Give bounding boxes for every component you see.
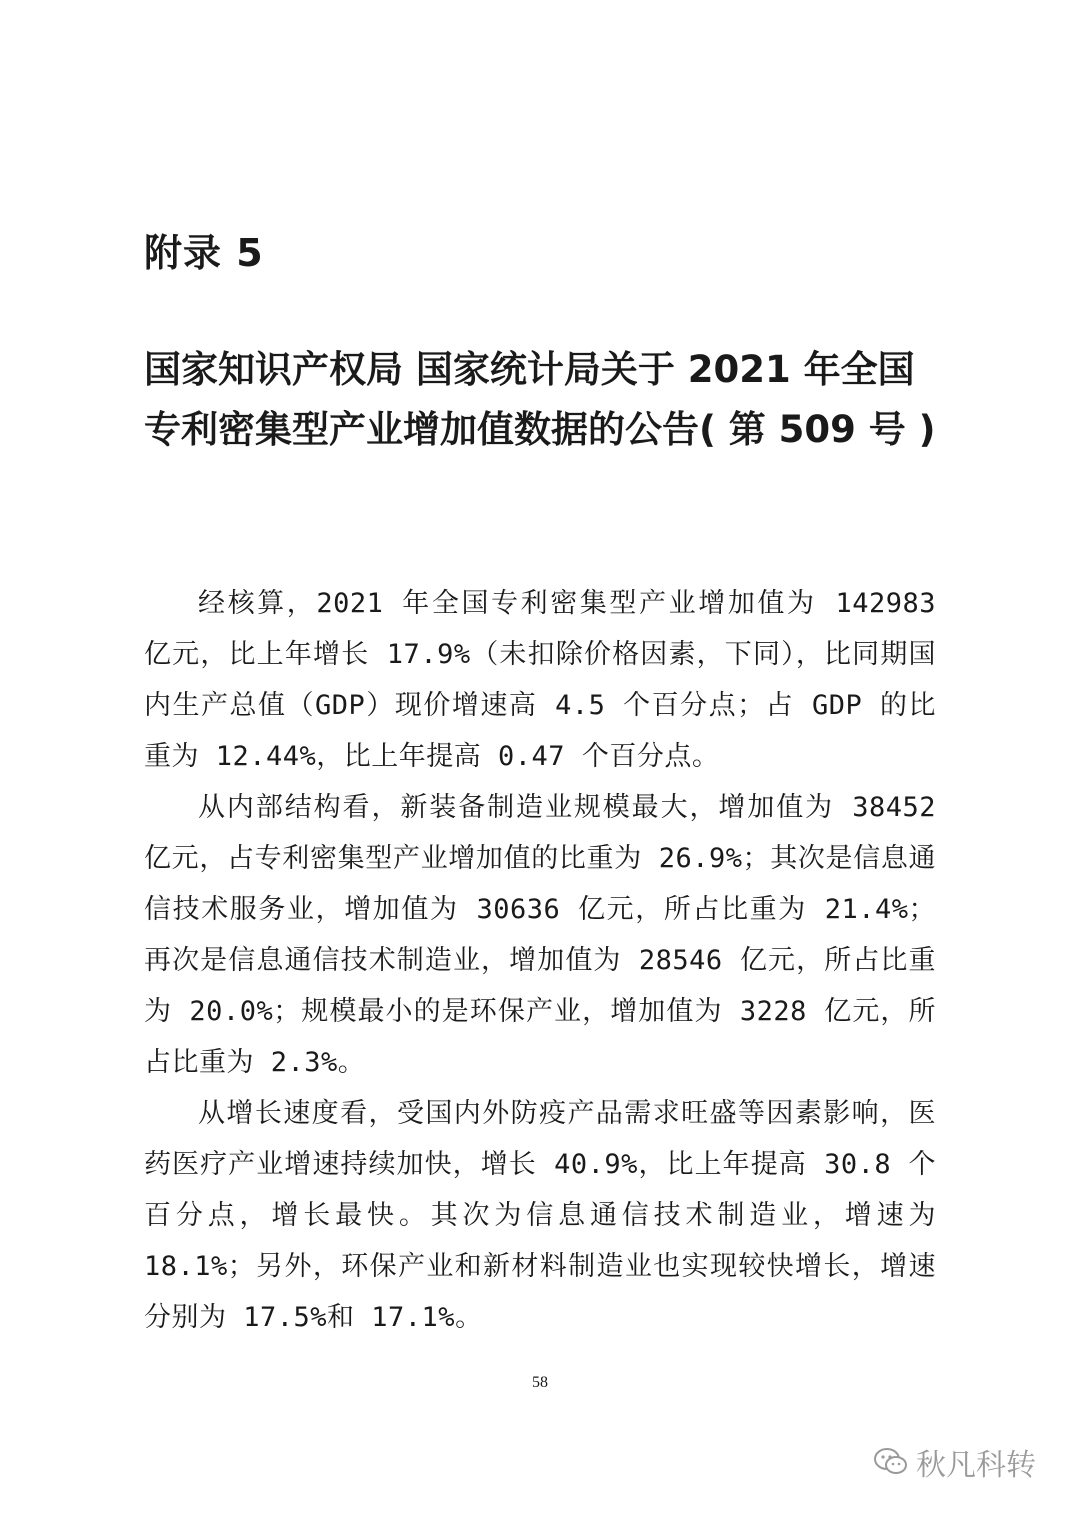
wechat-icon — [874, 1447, 908, 1477]
appendix-label: 附录 5 — [144, 231, 264, 275]
document-title — [144, 340, 944, 460]
watermark — [874, 1440, 1036, 1484]
paragraph: 经核算，2021 年全国专利密集型产业增加值为 142983 亿元，比上年增长 17.9%（未扣除价格因素，下同），比同期国内生产总值（GDP）现价增速高 4.5 个百分点；占 GDP 的比重为 12.44%，比上年提高 0.47 个百分点。 — [144, 588, 936, 772]
watermark-text: 秋凡科转 — [916, 1448, 1036, 1483]
document-title-line-1: 国家知识产权局 国家统计局关于 2021 年全国 — [144, 348, 915, 391]
paragraph: 从增长速度看，受国内外防疫产品需求旺盛等因素影响，医药医疗产业增速持续加快，增长 40.9%，比上年提高 30.8 个百分点，增长最快。其次为信息通信技术制造业，增速为 18.1%；另外，环保产业和新材料制造业也实现较快增长，增速分别为 17.5%和 17.1%。 — [144, 1098, 936, 1333]
body-text — [144, 578, 936, 1343]
paragraph: 从内部结构看，新装备制造业规模最大，增加值为 38452 亿元，占专利密集型产业增加值的比重为 26.9%；其次是信息通信技术服务业，增加值为 30636 亿元，所占比重为 21.4%；再次是信息通信技术制造业，增加值为 28546 亿元，所占比重为 20.0%；规模最小的是环保产业，增加值为 3228 亿元，所占比重为 2.3%。 — [144, 792, 936, 1078]
page-number: 58 — [532, 1374, 548, 1391]
document-title-line-2: 专利密集型产业增加值数据的公告( 第 509 号 ) — [144, 408, 936, 451]
